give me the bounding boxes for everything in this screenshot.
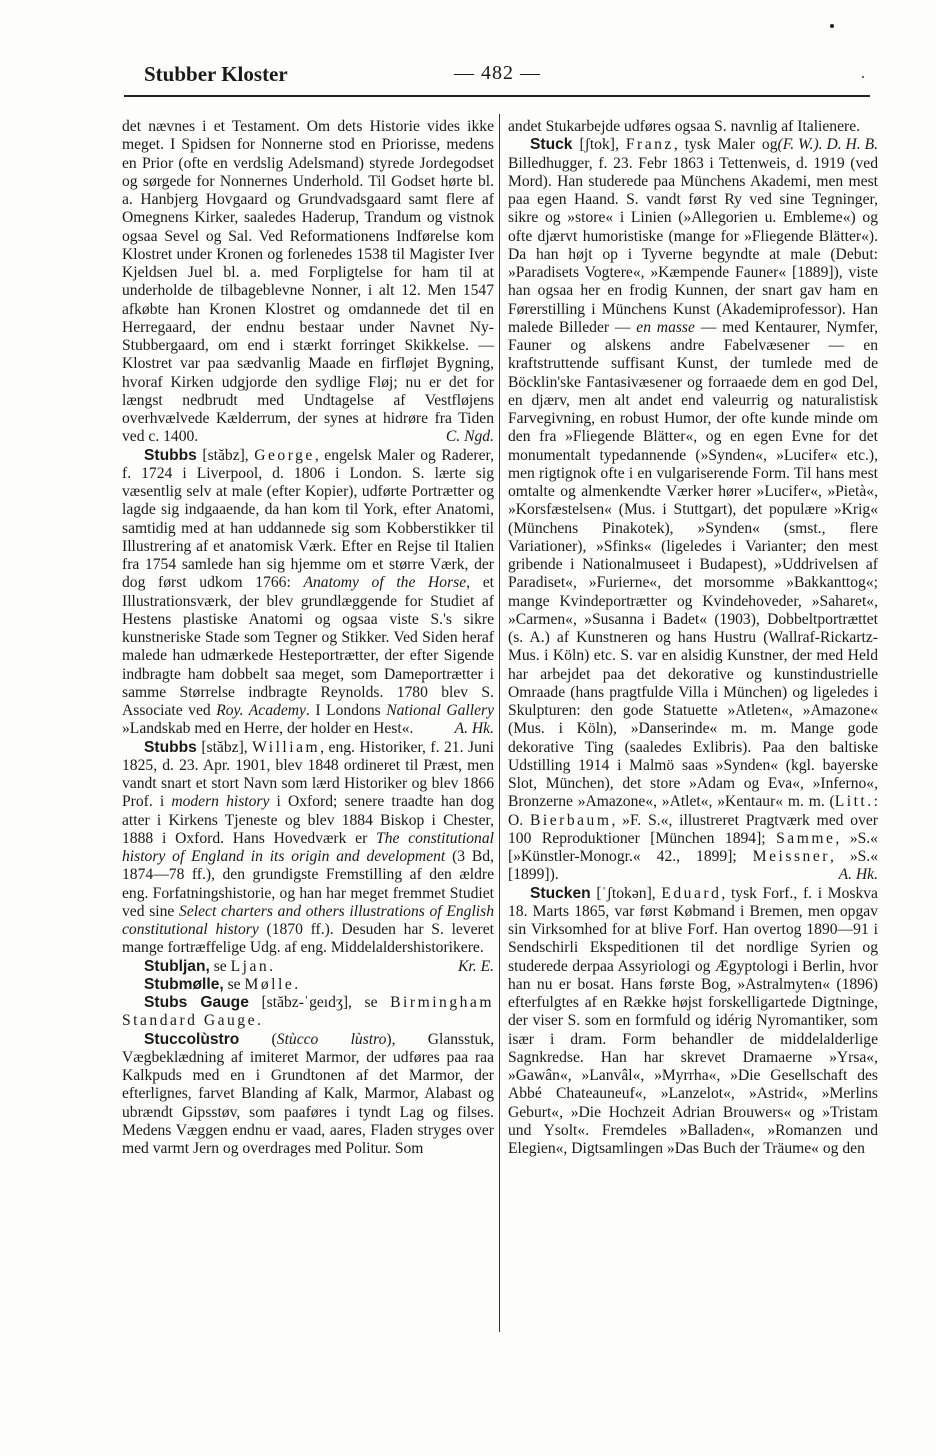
- entry-stuck-franz: Stuck [ʃtok], Franz, tysk Maler og Billedhugger, f. 23. Febr 1863 i Tettenweis, d. 1919 (ved Mord). Han studerede paa Münchens Akademi, men mest paa egen Haand. S. vandt først Ry ved sine Tegninger, sikre og »store« i Linien (»Allegorien u. Embleme«) og ofte djærvt humoristiske (mange for »Fliegende Blätter«). Da han højt op i Tyverne begyndte at male (Debut: »Paradisets Vogtere«, »Kæmpende Fauner« [1889]), viste han ogsaa her en frodig Kunnen, der snart gav ham en Førerstilling i Münchens Kunst (Akademiprofessor). Han malede Billeder — en masse — med Kentaurer, Nymfer, Fauner og alskens andre Fabelvæsener — en kraftstruttende suffisant Kunst, der tumlede med de Böcklin'ske Fantasivæsener og forraaede dem en god Del, en djærv, men alt andet end valeurrig og naturalistisk Farvegivning, en robust Humor, der ofte kunde minde om den fra »Fliegende Blätter«, og en egen Evne for det monumentalt typedannende (»Synden«, »Lucifer« etc.), men rigtignok ofte i en vulgariserende Form. Til hans mest omtalte og almenkendte Værker hører »Lucifer«, »Pietà«, »Korsfæstelsen« (Mus. i Stuttgart), det populære »Krig« (Münchens Pinakotek), »Synden« (smst., flere Variationer), »Sfinks« (ligeledes i Varianter; den mest gribende i Nationalmuseet i Budapest), »Uddrivelsen af Paradiset«, »Furierne«, det morsomme »Bakkanttog«; mange Kvindeportrætter og Kvindehoveder, »Saharet«, »Carmen«, »Susanna i Badet« (1903), Dobbeltportrættet (s. A.) af Kunstneren og hans Hustru (Wallraf-Rickartz-Mus. i Köln) etc. S. var en alsidig Kunstner, der med Held har arbejdet paa det dekorative og kunstindustrielle Omraade (hans pragtfulde Villa i München) og ligeledes i Skulpturen: den gode Statuette »Atleten«, »Amazone« (Mus. i Köln), »Danserinde« m. m. Mange gode dekorative Ting (saaledes Exlibris). Paa den baltiske Udstilling 1914 i Malmö saas »Synden« (kgl. bayerske Slot, München), det store »Adam og Eva«, »Inferno«, Bronzerne »Amazone«, »Atlet«, »Kentaur« m. m. (Litt.: O. Bierbaum, »F. S.«, illustreret Pragtværk med over 100 Reproduktioner [München 1894]; Samme, »S.« [»Künstler-Monogr.« 42., 1899]; Meissner, »S.« [1899]). A. Hk.: [508, 136, 879, 884]
- entry-stubbs-william: Stubbs [stăbz], William, eng. Historiker, f. 21. Juni 1825, d. 23. Apr. 1901, blev 1848 ordineret til Præst, men vandt snart et stort Navn som lærd Historiker og blev 1866 Prof. i modern history i Oxford; senere traadte han dog atter i Kirkens Tjeneste og blev 1884 Biskop i Chester, 1888 i Oxford. Hans Hovedværk er The constitutional history of England in its origin and development (3 Bd, 1874—78 ff.), den grundigste Fremstilling af den ældre eng. Forfatningshistorie, og han har meget fremmet Studiet ved sine Select charters and others illustrations of English constitutional history (1870 ff.). Desuden har S. leveret mange fortræffelige Udg. af eng. Middelaldershistorikere. Kr. E.: [122, 738, 494, 975]
- ink-speck: [830, 24, 834, 28]
- entry-stubber-kloster-continued: det nævnes i et Testament. Om dets Historie vides ikke meget. I Spidsen for Nonnerne stod en Priorisse, medens en Prior (ofte en verdslig Adelsmand) styrede Jordegodset og sørgede for Nonnernes Underhold. Til Godset hørte bl. a. Hanbjerg Hovgaard og Grundvadsgaard samt flere af Omegnens Kirker, saaledes Haderup, Trandum og vistnok ogsaa Sevel og Sal. Ved Reformationens Indførelse kom Klostret under Kronen og forlenedes 1538 til Magister Iver Kjeldsen Juel bl. a. med Forpligtelse for ham til at underholde de tilbageblevne Nonner, i alt 12. Men 1547 afkøbte han Kronen Klostret og omdannede det til en Herregaard, der endnu bestaar under Navnet Ny-Stubbergaard, om end i stærkt forringet Skikkelse. — Klostret var paa sædvanlig Maade en firfløjet Bygning, hvoraf Kirken udgjorde den sydlige Fløj; nu er det for længst nedbrudt med Undtagelse af Vestfløjens overhvælvede Kælderrum, der synes at hidrøre fra Tiden ved c. 1400. C. Ngd.: [122, 118, 494, 446]
- headword: Stuck: [530, 136, 573, 154]
- entry-stuccolustro-continued: andet Stukarbejde udføres ogsaa S. navnlig af Italienere. (F. W.). D. H. B.: [508, 118, 878, 154]
- headword: Stubbs: [144, 446, 197, 464]
- cross-reference: Mølle: [244, 975, 295, 993]
- author-signature: A. Hk.: [838, 866, 878, 884]
- entry-stubljan: Stubljan, se Ljan.: [144, 957, 274, 975]
- running-title: Stubber Kloster: [144, 62, 288, 86]
- running-header: [124, 62, 870, 92]
- headword: Stuccolùstro: [144, 1030, 240, 1048]
- author-signature: C. Ngd.: [445, 428, 494, 446]
- entry-stubbs-george: Stubbs [stăbz], George, engelsk Maler og Raderer, f. 1724 i Liverpool, d. 1806 i London. S. lærte sig væsentlig selv at male (efter Kopier), udførte Portrætter og lagde sig indgaaende, da han kom til York, efter Anatomi, samtidig med at han uddannede sig som Kobberstikker til Illustrering af et anatomisk Værk. Efter en Rejse til Italien fra 1754 samlede han sig hjemme om et større Værk, der dog først udkom 1766: Anatomy of the Horse, et Illustrationsværk, der blev grundlæggende for Studiet af Hestens plastiske Anatomi og ogsaa viste S.'s sikre kunstneriske Stade som Tegner og Stikker. Ved Siden heraf malede han udmærkede Hesteportrætter, der efter Sigende indbragte ham dobbelt saa meget, som Dameportrætter i samme Størrelse indbragte Reynolds. 1780 blev S. Associate ved Roy. Academy. I Londons National Gallery »Landskab med en Herre, der holder en Hest«. A. Hk.: [122, 446, 494, 738]
- headword: Stubljan,: [144, 957, 210, 975]
- entry-stubmolle: Stubmølle, se Mølle.: [144, 975, 299, 993]
- entry-stucken-eduard: Stucken [ˈʃtokən], Eduard, tysk Forf., f. i Moskva 18. Marts 1865, var først Købmand i Bremen, men opgav sin Virksomhed for at blive Forf. Han overtog 1890—91 i Sendschirli Ekspeditionen til det nordlige Syrien og studerede derpaa Assyriologi og Ægyptologi i Berlin, hvor han nu er bosat. Hans første Bog, »Astralmyten« (1896) efterfulgtes af en Række højst forskelligartede Digtninge, der viser S. som en formfuld og idérig Nyromantiker, som især i dram. Form behandler de middelalderlige Sagnkredse. Han har skrevet Dramaerne »Yrsa«, »Gawân«, »Lanvâl«, »Myrrha«, »Die Gesellschaft des Abbé Chateauneuf«, »Lanzelot«, »Astrid«, »Merlins Geburt«, »Die Hochzeit Adrian Brouwers« og »Tristam und Ysolt«. Fremdeles »Balladen«, »Romanzen und Elegien«, Digtsamlingen »Das Buch der Träume« og den: [508, 884, 878, 1157]
- entry-stubs-gauge: Stubs Gauge [stăbz-ˈgeıdʒ], se Birmingham Standard Gauge.: [122, 994, 494, 1030]
- cross-reference: Birmingham Standard Gauge: [122, 994, 494, 1030]
- author-signature: A. Hk.: [454, 720, 494, 738]
- author-signature: Kr. E.: [458, 957, 494, 975]
- entry-stuccolustro: Stuccolùstro (Stùcco lùstro), Glansstuk, Vægbeklædning af imiteret Marmor, der udføres paa raa Kalkpuds med en i Grundtonen af det Marmor, der efterlignes, farvet Blanding af Kalk, Marmor, Alabast og ubrændt Gipsstøv, som paaføres i tyndt Lag og filses. Medens Væggen endnu er vaad, aares, Fladen stryges over med varmt Jern og overdrages med Politur. Som: [122, 1030, 495, 1157]
- page-number: — 482 —: [454, 62, 541, 84]
- headword: Stubs Gauge: [144, 994, 249, 1011]
- right-column: [508, 118, 878, 1158]
- left-column: [122, 118, 494, 1158]
- headword: Stubmølle,: [144, 975, 224, 993]
- cross-reference: Ljan: [230, 957, 270, 975]
- author-signature: (F. W.). D. H. B.: [777, 136, 878, 154]
- column-divider: [499, 114, 500, 1332]
- headword: Stucken: [530, 884, 591, 902]
- header-rule: [124, 95, 870, 97]
- headword: Stubbs: [144, 738, 197, 756]
